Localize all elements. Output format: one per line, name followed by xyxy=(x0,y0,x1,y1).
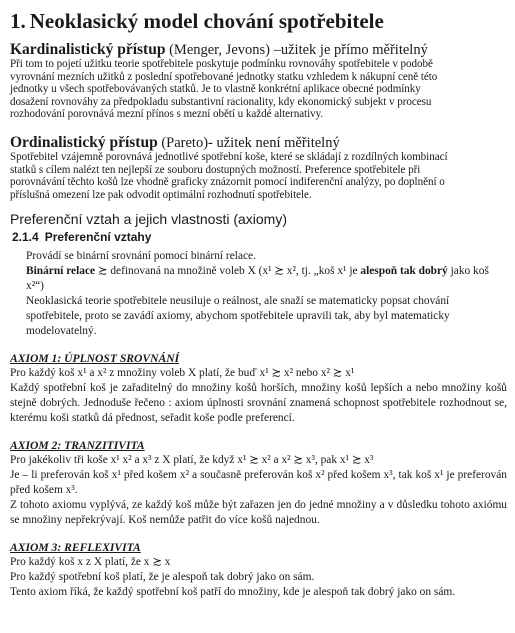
subsection-number: 2.1.4 xyxy=(12,230,39,245)
neoclassic-text: Neoklasická teorie spotřebitele neusiluje o reálnost, ale snaží se matematicky popsat chování spotřebitele, proto se zavádí axiomy, abychom spotřebitele upravili tak, aby byl matematicky modelovatelný. xyxy=(26,295,450,338)
axiom1-explanation: Každý spotřební koš je zařaditelný do množiny košů horších, množiny košů lepších a nebo množiny košů stejně dobrých. Jednoduše řečeno : axiom úplnosti srovnání znamená schopnost spotřebitele rozhodnout se, kterému koši statků dá přednost, seřadit koše podle preferencí. xyxy=(10,382,507,425)
axiom3-explanation: Pro každý spotřební koš platí, že je alespoň tak dobrý jako on sám. xyxy=(10,571,315,584)
preference-body xyxy=(26,249,507,339)
ordinal-heading-bold: Ordinalistický přístup xyxy=(10,133,158,151)
ordinal-paragraph xyxy=(10,151,507,201)
page-title xyxy=(10,8,507,34)
intro-text: Provádí se binární srovnání pomocí binární relace. xyxy=(26,250,256,263)
relation-bold-2: alespoň tak dobrý xyxy=(360,265,448,278)
subsection-heading xyxy=(12,230,507,244)
axiom2-title: AXIOM 2: TRANZITIVITA xyxy=(10,439,145,453)
kardinal-line: Při tom to pojetí užitku teorie spotřebitele poskytuje podmínku rovnováhy spotřebitele v podobě xyxy=(10,58,433,70)
kardinal-line: rozhodování porovnává mezní přínos s mezní obětí u každé alternativy. xyxy=(10,108,324,121)
kardinal-heading-rest: (Menger, Jevons) –užitek je přímo měřitelný xyxy=(165,42,428,58)
title-text: Neoklasický model chování spotřebitele xyxy=(29,9,384,33)
kardinal-line: jednotky u všech spotřebovávaných statků. Je to vlastně konkrétní aplikace obecné podmínky xyxy=(10,83,421,96)
relation-definition: ≿ definovaná na množině voleb X (x¹ ≿ x², tj. „koš x¹ je xyxy=(95,265,361,278)
title-number: 1. xyxy=(10,9,26,33)
ordinal-line: statků s cílem nalézt ten nejlepší ze souboru dostupných možností. Preference spotřebitele při xyxy=(10,163,421,176)
axiom1-definition: Pro každý koš x¹ a x² z množiny voleb X platí, že buď x¹ ≿ x² nebo x² ≿ x¹ xyxy=(10,367,355,380)
axiom3-section xyxy=(10,540,507,600)
relation-bold: Binární relace xyxy=(26,265,96,278)
axiom2-explanation: Je – li preferován koš x¹ před košem x² a současně preferován koš x² před košem x³, tak koš x¹ je preferován před košem x³. xyxy=(10,469,507,497)
kardinal-heading-bold: Kardinalistický přístup xyxy=(10,41,166,58)
ordinal-heading xyxy=(10,135,507,151)
axiom1-title: AXIOM 1: ÚPLNOST SROVNÁNÍ xyxy=(10,352,180,366)
axiom2-definition: Pro jakékoliv tři koše x¹ x² a x³ z X platí, že když x¹ ≿ x² a x² ≿ x³, pak x¹ ≿ x³ xyxy=(10,454,374,467)
ordinal-line: příslušná omezení lze pak odvodit optimální rozhodnutí spotřebitele. xyxy=(10,188,312,201)
ordinal-line: Spotřebitel vzájemně porovnává jednotlivé spotřební koše, které se skládají z rozdílných kombinací xyxy=(10,150,448,163)
subsection-title: Preferenční vztahy xyxy=(44,230,152,245)
axiom2-section xyxy=(10,438,507,528)
kardinal-paragraph xyxy=(10,58,507,121)
axiom2-consequence: Z tohoto axiomu vyplývá, ze každý koš může být zařazen jen do jedné množiny a v důsledku tohoto axiómu se množiny nepřekrývají. Koš nemůže patřit do více košů najednou. xyxy=(10,499,507,527)
kardinal-line: vyrovnání mezních užitků z poslední spotřebované jednotky statku vzhledem k nákupní ceně této xyxy=(10,70,438,83)
axiom3-title: AXIOM 3: REFLEXIVITA xyxy=(10,541,141,555)
preference-heading: Preferenční vztah a jejich vlastnosti (axiomy) xyxy=(10,211,287,228)
relation-end: jako koš x²“) xyxy=(26,265,489,293)
axiom1-section xyxy=(10,351,507,426)
ordinal-heading-rest: (Pareto)- užitek není měřitelný xyxy=(157,134,340,151)
ordinal-line: porovnávání těchto košů lze vhodně graficky znázornit pomocí indiferenční analýzy, po doplnění o xyxy=(10,176,445,189)
kardinal-heading xyxy=(10,42,507,58)
relation-text xyxy=(26,264,507,294)
kardinal-line: dosažení rovnováhy za předpokladu substantivní racionality, kdy ekonomický subjekt v procesu xyxy=(10,95,432,108)
axiom3-note: Tento axiom říká, že každý spotřební koš patří do množiny, kde je alespoň tak dobrý jako on sám. xyxy=(10,586,456,599)
axiom3-definition: Pro každý koš x z X platí, že x ≿ x xyxy=(10,556,171,569)
